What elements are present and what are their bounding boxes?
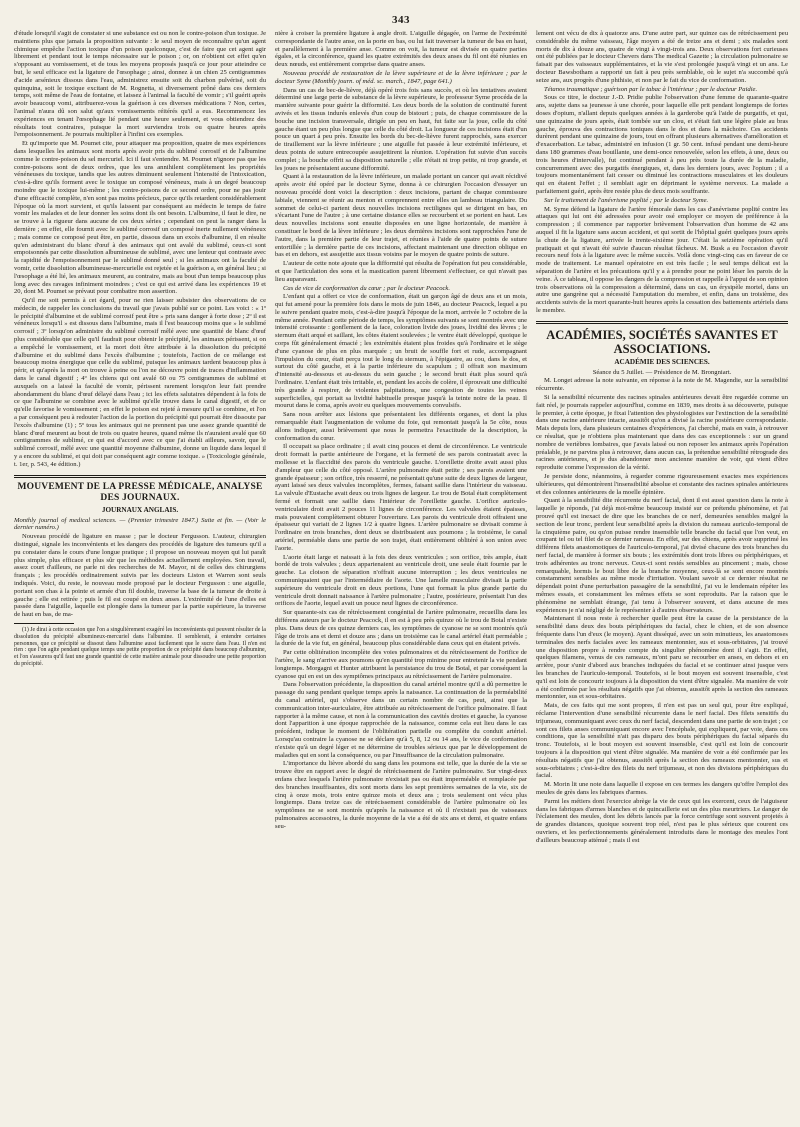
paragraph: L'auteur de cette note ajoute que la difformité qui résulta de l'opération fut peu considérable, et que l'articulation des sons et la mastication parent librement s'effectuer, ce qui n'avait pas lieu auparavant. (275, 260, 527, 283)
paragraph: Quant à la sensibilité dite récurrente du nerf facial, dont il est aussi question dans la note à laquelle je réponds, j'ai déjà moi-même beaucoup insisté sur ce prétendu phénomène, et j'ai prouvé qu'il est inexact de dire que les branches de ce nerf, demeurées sensibles malgré la section de leur tronc, perdent leur sensibilité après la division du rameau auriculo-temporal de la cinquième paire, ou qu'on puisse rendre insensible telle branche du facial que l'on veut, en coupant tel ou tel filet de ce dernier rameau. En effet, sur des chiens, après avoir supprimé les différens filets anastomotiques de l'auriculo-temporal, j'ai divisé chacune des trois branches du nerf facial, de manière à former six bouts ; les extrémités dont trois libres ou périphériques, et trois adhérentes au tronc nerveux. Ceux-ci sont restés sensibles au pincement ; mais, chose remarquable, hormis le bout libre de la branche moyenne, ceux-là se sont encore montrés constamment sensibles au même mode d'irritation. Voulant savoir si ce dernier résultat ne dépendait point d'une perturbation passagère de la sensibilité, j'ai vu le lendemain répéter les mêmes essais, et constamment les mêmes effets se sont reproduits. Par la raison que le phénomène ne semblait étrange, j'ai tenu à l'observer souvent, et dans aucune de mes expériences je n'ai négligé de le représenter à d'autres observateurs. (536, 497, 788, 614)
paragraph: Par cette oblitération incomplète des voies pulmonaires et du rétrécissement de l'orifice de l'artère, le sang n'arrive aux poumons qu'en quantité trop minime pour entretenir la vie pendant longtemps. Morgagni et Hunter attribuent la persistance du trou de Botal, et par conséquent la cyanose qui en est un des symptômes principaux au rétrécissement de l'artère pulmonaire. (275, 649, 527, 680)
section-title: ACADÉMIES, SOCIÉTÉS SAVANTES ET ASSOCIATIONS. (546, 327, 778, 356)
session-line: Séance du 5 Juillet. — Présidence de M. Brongniart. (592, 368, 732, 376)
section-divider (14, 475, 266, 478)
section-divider (536, 321, 788, 324)
paragraph: Quant à la restauration de la lèvre inférieure, un malade portant un cancer qui avait récidivé après avoir été opéré par le docteur Syme, donna à ce chirurgien l'occasion d'essayer un nouveau procédé dont voici la description : deux incisions, partant de chaque commissure labiale, viennent se réunir au menton et comprennent entre elles un lambeau triangulaire. Du sommet de celui-ci partent deux nouvelles incisions rectilignes qui se dirigent en bas, en s'écartant l'une de l'autre ; à une certaine distance elles se recourbent et se portent en haut. Les deux nouvelles incisions sont ensuite disposées en une ligne horizontale, de manière à constituer le bord de la lèvre inférieure ; les deux dernières incisions sont rapprochées l'une de l'autre, dans la première partie de leur trajet, et réunies à l'aide de quatre points de suture entortillée ; la dernière partie de ces incisions, affectant maintenant une direction oblique en bas et en dehors, est assujettie aux tissus voisins par le moyen de quatre points de suture. (275, 173, 527, 259)
paragraph: nière à croiser la première ligature à angle droit. L'aiguille dégagée, on l'arme de l'extrémité correspondante de l'autre anse, on la porte en bas, ou lui fait traverser la tumeur de bas en haut, et parallèlement à la première anse. Comme on voit, la tumeur est divisée en quatre parties égales, et la circonférence, quand les quatre extrémités des deux anses du fil ont été réunies en deux nœuds, est entièrement comprise dans quatre anses. (275, 30, 527, 69)
footnote-divider (14, 623, 74, 624)
paragraph: Parmi les métiers dont l'exercice abrège la vie de ceux qui les exercent, ceux de l'aiguiseur dans les fabriques d'armes blanches et de quincaillerie est un des plus meurtriers. Le danger de l'éclatement des meules, dont les débris lancés par la force centrifuge sont souvent projetés à de grandes distances, quoique souvent trop réel, n'est pas le plus sérieux que courent ces ouvriers, et les perfectionnements généralement introduits dans le montage des meules l'ont d'ailleurs beaucoup atténué ; mais il est (536, 797, 788, 844)
paragraph: d'étude lorsqu'il s'agit de constater si une substance est ou non le contre-poison d'un toxique. Je maintiens plus que jamais la proposition suivante : le seul moyen de reconnaître qu'un agent chimique empêche l'action toxique d'un poison quelconque, c'est de faire que cet agent agir librement et pendant tout le temps nécessaire sur le poison ; or, on n'obtient cet effet qu'en s'opposant au vomissement, et de tous les moyens proposés jusqu'à ce jour pour atteindre ce but, le seul efficace est la ligature de l'œsophage ; ainsi, donnez à un chien 25 centigrammes d'acide arsénieux dissous dans l'eau, administrez ensuite soit du charbon pulvérisé, soit du quinquina, soit le toxique excitant de M. Rognetta, si diversement prôné dans ces derniers temps, soit même de l'eau de fontaine, et laissez à l'animal la faculté de vomir ; s'il guérit après avoir beaucoup vomi, attribuerez-vous la guérison à ces diverses médications ? Non, certes, l'animal n'aura dû son salut qu'aux vomissements réitérés qu'il a eus. Recommencez les expériences en tenant l'œsophage lié pendant une heure seulement, et vous obtiendrez des résultats tout contraires, puisque la mort surviendra trois ou quatre heures après l'empoisonnement. Je pourrais multiplier à l'infini ces exemples. (14, 30, 266, 139)
paragraph: Je persiste donc, néanmoins, à regarder comme rigoureusement exactes mes expériences ultérieures, qui démontrèrent l'insensibilité absolue et constante des racines spinales antérieures et des colonnes antérieures de la moelle épinière. (536, 473, 788, 496)
paragraph: Si la sensibilité récurrente des racines spinales antérieures devait être regardée comme un fait réel, je pourrais rappeler aujourd'hui, comme en 1839, mes droits à sa découverte, puisque le premier, à cette époque, je fixai l'attention des physiologistes sur l'extinction de la sensibilité dans une racine antérieure intacte, aussitôt qu'on a divisé la racine postérieure correspondante. Mais depuis lors, dans plusieurs centaines d'expériences, j'ai cherché, mais en vain, à retrouver ce résultat, que je n'obtiens plus maintenant que dans des cas exceptionnels : sur un grand nombre de vertèbres lombaires, que j'avais laissé ou non reposer les animaux après l'opération préalable, je ne parvins plus à retrouver, dans aucun cas, la prétendue sensibilité rétrograde des racines antérieures, et je dus abandonner mon ancienne manière de voir, qui vient d'être reproduite comme l'expression de la vérité. (536, 394, 788, 472)
article-heading: Sur le traitement de l'anévrisme poplité ; par le docteur Syme. (544, 196, 709, 204)
subsection-title: ACADÉMIE DES SCIENCES. (614, 357, 710, 366)
column-1 (14, 30, 266, 1118)
paragraph: Qu'il me soit permis à cet égard, pour ne rien laisser subsister des observations de ce médecin, de rappeler les conclusions du travail que j'avais publié sur ce point. Les voici : « 1º le précipité d'albumine et de sublimé corrosif peut être » pris sans danger à forte dose ; 2º il est vénéneux lorsqu'il » est dissous dans l'albumine, mais il l'est beaucoup moins que » le sublimé corrosif ; 3º lorsqu'on administre du sublimé corrosif mêlé avec une quantité de blanc d'œuf plus considérable que celle qu'il faudrait pour obtenir le précipité, les animaux périssent, si on a empêché le vomissement, et la mort doit être attribuée à la dissolution du précipité d'albumine et du sublimé dans l'excès d'albumine ; toutefois, l'action de ce mélange est beaucoup moins énergique que celle du sublimé, puisque les animaux tardent beaucoup plus à périr, et qu'après la mort on trouve à peine ou l'on ne découvre point de traces d'inflammation dans le canal digestif ; 4º les chiens qui ont avalé 60 ou 75 centigrammes de sublimé et auxquels on a laissé la faculté de vomir, périssent rarement lorsqu'on leur fait prendre abondamment du blanc d'œuf délayé dans l'eau ; ici les effets salutaires dépendent à la fois de ce que l'albumine se combine avec le sublimé qu'elle trouve dans le canal digestif, et de ce qu'elle favorise le vomissement ; en effet le poison est rejeté à mesure qu'il se combine, et l'on a par conséquent peu à redouter l'action de la portion du précipité qui pourrait être dissoute par l'excès d'albumine (1) ; 5º tous les animaux qui ne prennent pas une assez grande quantité de blanc d'œuf meurent au bout de trois ou quatre heures, quand même ils n'auraient avalé que 60 centigrammes de sublimé, ce qui est d'accord avec ce que j'ai établi ailleurs, savoir, que le sublimé corrosif, mêlé avec une quantité moyenne d'albumine, donne un liquide dans lequel il y a encore du sublimé, et qui doit par conséquent agir comme toxique. » (Toxicologie générale, t. 1er, p. 543, 4e édition.) (14, 297, 266, 468)
paragraph: Il occupait sa place ordinaire ; il avait cinq pouces et demi de circonférence. Le ventricule droit formait la partie antérieure de l'organe, et la fermeté de ses parois contrastait avec la mollesse et la flaccidité des parois du ventricule gauche. L'oreillette droite avait aussi plus d'ampleur que celle du côté opposé. L'artère pulmonaire était petite ; ses parois avaient une grande épaisseur ; son orifice, très resserré, ne présentait qu'une suite de deux lignes de largeur, ayant laissé ses deux valvules incomplètes, fermes, faisant saillie dans l'intérieur du vaisseau. La valvule d'Eustache avait deux ou trois lignes de largeur. Le trou de Botal était complètement fermé et formait une saillie dans l'intérieur de l'oreillette gauche. L'orifice auriculo-ventriculaire droit avait 2 pouces 11 lignes de circonférence. Les valvules étaient épaisses, mais pouvaient complètement obturer l'ouverture. Les parois du ventricule droit offraient une épaisseur qui variait de 2 lignes 1/2 à quatre lignes. L'artère pulmonaire se divisait comme à l'ordinaire en trois branches, dont deux se distribuaient aux poumons ; la troisième, le canal artériel, perméable dans une partie de son trajet, était entièrement oblitéré à son union avec l'aorte. (275, 443, 527, 552)
paragraph: Maintenant il nous reste à rechercher quelle peut être la cause de la persistance de la sensibilité dans deux des bouts périphériques du facial, chez le chien, et de son absence fréquente dans l'un d'eux (le moyen). Ayant disséqué, avec un soin minutieux, les anastomoses terminales des nerfs faciales avec les rameaux mentonnier, sus et sous-orbitaires, j'ai trouvé une disposition propre à rendre compte du singulier phénomène dont il s'agit. En effet, quelques filamens, venus de ces rameaux, m'ont paru se recourber en anses, en dehors et en arrière, pour s'unir d'abord aux branches indiquées du facial et se continuer ainsi jusque vers les branches de l'auriculo-temporal. Toutefois, si le bout moyen est souvent insensible, c'est qu'il est loin de concourir toujours à la disposition du vient d'être signalée. Ma manière de voir a été confirmée par les résultats négatifs que j'ai obtenus, aussitôt après la section des rameaux mentonnier, sus et sous-orbitaires. (536, 615, 788, 701)
paragraph: Sans nous arrêter aux lésions que présentaient les différents organes, et dont la plus remarquable était l'augmentation de volume du foie, qui remontait jusqu'à la 5e côte, nous allons indiquer, aussi brièvement que nous le permettra l'exactitude de la description, la conformation du cœur. (275, 411, 527, 442)
paragraph: Sous ce titre, le docteur J.-D. Pridie publie l'observation d'une femme de quarante-quatre ans, sujette dans sa jeunesse à une chorée, pour laquelle elle prit pendant longtemps de fortes doses d'opium, n'allant depuis quelques années à la garderobe qu'à l'aide de purgatifs, et qui, une quinzaine de jours après, était tombée sur un clou, et s'était fait une légère plaie au bras gauche, éprouva des contractions toniques dans le dos et dans la mâchoire. Ces accidents durèrent pendant une quinzaine de jours, tout en offrant plusieurs alternatives d'amélioration et d'exacerbation. Le tabac, administré en infusion (1 gr. 50 cent. infusé pendant une demi-heure dans 180 grammes d'eau bouillante, une demi-once renouvelée, selon les effets, à une, deux ou trois heures d'intervalle), fut continué pendant à peu près toute la durée de la maladie, concurremment avec des purgatifs énergiques, et, dans les derniers jours, avec l'opium ; il a toujours momentanément fait cesser ou diminué les contractions musculaires et les douleurs qui en étaient l'effet ; il semblait agir en déprimant le système nerveux. La malade a parfaitement guéri, après être restée plus de deux mois souffrante. (536, 94, 788, 195)
paragraph: M. Morin lit une note dans laquelle il expose en ces termes les dangers qu'offre l'emploi des meules de grès dans les fabriques d'armes. (536, 781, 788, 796)
paragraph: Sur quarante-six cas de rétrécissement congénital de l'artère pulmonaire, recueillis dans les différens auteurs par le docteur Peacock, il en est à peu près quinze où le trou de Botal n'existe plus. Dans deux de ces quinze derniers cas, les symptômes de cyanose ne se sont montrés qu'à l'âge de trois ans et demi et douze ans ; dans un troisième cas le canal artériel était perméable ; la durée de la vie fut, en général, beaucoup plus considérable dans ceux qui en étaient privés. (275, 609, 527, 648)
paragraph: Et qu'importe que M. Poumet cite, pour attaquer ma proposition, quatre de mes expériences dans lesquelles les animaux sont morts après avoir pris du sublimé corrosif et de l'albumine comme le contre-poison du sel mercuriel. Ici il faut s'entendre. M. Poumet n'ignore pas que les contre-poisons sont de deux ordres, que les uns annihilent complètement les propriétés vénéneuses du toxique, tandis que les autres diminuent seulement l'intensité de l'intoxication, c'est-à-dire qu'ils forment avec le toxique un composé vénéneux, mais à un degré beaucoup moindre que le toxique lui-même ; les contre-poisons de ce second ordre, pour ne pas jouir d'une efficacité complète, n'en sont pas moins précieux, parce qu'ils retardent considérablement l'époque où la mort survient, et qu'ils laissent par conséquent au médecin le temps de faire vomir les malades et de leur donner les soins dont ils ont besoin. L'albumine, il faut le dire, ne se trouve à la rigueur dans aucune de ces deux séries ; cependant on peut la ranger dans la dernière ; en effet, elle fournit avec le sublimé corrosif un composé inerte nullement vénéneux ; mais comme ce composé peut être, en partie, dissous dans un excès d'albumine, il en résulte qu'en administrant du blanc d'œuf à des animaux qui ont avalé du sublimé, ceux-ci sont empoisonnés par cette dissolution albumineuse de sublimé, avec une lenteur qui contraste avec la rapidité de l'empoisonnement par le sublimé donné seul ; si les animaux ont la faculté de vomir, cette dissolution albumineuse-mercurielle est rejetée et la guérison a, en général lieu ; si l'œsophage a été lié, les animaux meurent, au contraire, mais au bout d'un temps beaucoup plus long avec des ravages infiniment moindres ; c'est ce qui est arrivé dans les expériences 19 et 20, dont M. Poumet se prévaut pour combattre mon assertion. (14, 140, 266, 296)
journal-reference: Monthly journal of medical sciences. — (Premier trimestre 1847.) Suite et fin. — (Voir le dernier numéro.) (14, 516, 266, 532)
paragraph: L'importance du lièvre abordé du sang dans les poumons est telle, que la durée de la vie se trouve être en rapport avec le degré de rétrécissement de l'artère pulmonaire. Sur vingt-deux enfans chez lesquels l'artère pulmonaire n'existait pas ou était imperméable et remplacée par des branches insuffisantes, dix sont morts dans les sept premières semaines de la vie, six de cinq à onze mois, trois entre quinze mois et deux ans ; trois seulement ont vécu plus longtemps. Dans treize cas de rétrécissement considérable de l'artère pulmonaire où les symptômes ne se sont montrés qu'après la naissance et où il n'existait pas de vaisseaux pulmonaires accessoires, la durée moyenne de la vie a été de six ans et demi, et quatre enfans seu- (275, 760, 527, 830)
paragraph: lement ont vécu de dix à quatorze ans. D'une autre part, sur quinze cas de rétrécissement peu considérable du même vaisseau, l'âge moyen a été de treize ans et demi ; six malades sont morts de dix à douze ans, quatre de vingt à vingt-trois ans. Deux observations fort curieuses ont été publiées par le docteur Chevers dans The medical Gazette ; la circulation pulmonaire se faisait par des vaisseaux supplémentaires, et la vie s'est prolongée jusqu'à vingt et un ans. Le docteur Bawsbotham a rapporté un fait à peu près semblable, où le sujet n'a succombé qu'à seize ans, aux progrès d'une phthisie, et non par le fait du vice de conformation. (536, 30, 788, 84)
paragraph: M. Longet adresse la note suivante, en réponse à la note de M. Magendie, sur la sensibilité récurrente. (536, 377, 788, 393)
paragraph: L'aorte était large et naissait à la fois des deux ventricules ; son orifice, très ample, était bordé de trois valvules ; deux appartenaient au ventricule droit, une seule était fournie par le gauche. La cloison de séparation n'offrait aucune interruption ; les deux ventricules ne communiquaient que par l'intermédiaire de l'aorte. Une lamelle musculaire divisait la partie supérieure du ventricule droit en deux portions, l'une qui formait la plus grande partie du ventricule droit donnait naissance à l'artère pulmonaire ; l'autre, postérieure, présentait l'un des orifices de l'aorte, lequel avait un pouce neuf lignes de circonférence. (275, 553, 527, 608)
column-3 (536, 30, 788, 1118)
paragraph: M. Syme défend la ligature de l'artère fémorale dans les cas d'anévrisme poplité contre les attaques qui lui ont été adressées pour avoir osé employer ce moyen de préférence à la compression ; il commence par rapporter brièvement l'observation d'un homme de 42 ans auquel il fit la ligature sans aucun accident, et qui sortit de l'hôpital guéri quelques jours après la chute de la ligature, arrivée le trente-sixième jour. C'était la seizième opération qu'il pratiquait et qui n'avait été suivie d'aucun résultat fâcheux. M. Busk a eu l'occasion d'avoir recours neuf fois à la ligature avec le même succès. Voilà donc vingt-cinq cas en faveur de ce mode de traitement. Le manuel opératoire en est très facile ; le seul temps délicat est la séparation de l'artère et les précautions qu'il y a à prendre pour ne point léser les parois de la veine. À ce tableau, il oppose les dangers de la compression et rappelle à l'appui de son opinion trois observations où la compression a déterminé, dans un cas, un érysipèle mortel, dans un autre une gangrène qui a nécessité l'amputation du membre, et enfin, dans un troisième, des accidents suivis de la mort quarante-huit heures après la cessation des battements artériels dans le membre. (536, 205, 788, 314)
page-number: 343 (392, 14, 410, 26)
footnote: (1) Je dirai à cette occasion que l'on a singulièrement exagéré les inconvénients qui peuvent résulter de la dissolution du précipité albumineux-mercuriel dans l'albumine. Il semblerait, à entendre certaines personnes, que ce précipité se dissout dans l'albumine aussi facilement que le sucre dans l'eau. Il n'en est rien : que l'on agite pendant quelque temps une petite proportion de ce précipité dans beaucoup d'albumine, et l'on s'assurera qu'il faut une grande quantité de cette matière animale pour dissoudre une petite proportion du précipité. (14, 626, 266, 667)
columns (14, 30, 788, 1118)
paragraph: L'enfant qui a offert ce vice de conformation, était un garçon âgé de deux ans et un mois, qui fut amené pour la première fois dans le mois de juin 1846, au docteur Peacock, lequel a pu le suivre pendant quatre mois, c'est-à-dire jusqu'à l'époque de la mort, arrivée le 7 octobre de la même année. Pendant cette période de temps, les symptômes suivants se sont montrés avec une intensité croissante : gonflement de la face, coloration livide des joues, lividité des lèvres ; le sternum était arqué et saillant, les côtes étaient soulevées ; le ventre était développé, quoique le corps fût généralement émacié ; les extrémités étaient plus froides qu'à l'ordinaire et le siège d'une cyanose de plus en plus marquée ; un bruit de souffle fort et rude, accompagnant l'impulsion du cœur, était perçu tout le long du sternum, à l'épigastre, au cou, dans le dos, et surtout du côté gauche, et à la partie inférieure du scapulum ; il offrait son maximum d'intensité au-dessous et au-dessus du sein gauche ; le second bruit était plus sourd qu'à l'ordinaire. L'enfant était très irritable, et, pendant les accès de colère, il éprouvait une difficulté très grande à respirer, de violentes palpitations, une congestion de toutes les veines superficielles, qui portait sa lividité habituelle presque jusqu'à la teinte noire de la peau. Il mourut dans le coma, après avoir eu quelques mouvements convulsifs. (275, 293, 527, 410)
article-heading: Tétanos traumatique ; guérison par le tabac à l'intérieur ; par le docteur Paidie. (544, 85, 758, 93)
column-2 (275, 30, 527, 1118)
article-heading: Cas de vice de conformation du cœur ; par le docteur Peacock. (283, 284, 450, 292)
paragraph: Mais, de ces faits qui me sont propres, il n'en est pas un seul qui, pour être expliqué, réclame l'intervention d'une sensibilité récurrente dans le nerf facial. Des filets sensitifs du trijumeau, communiquant avec ceux du nerf facial, descendent dans une partie de son trajet ; ce sont ces filets anses communiquant encore avec l'encéphale, qui expliquent, par voie, dans ces conditions, que la sensibilité n'ait pas disparu des bouts périphériques du facial séparés du tronc. Toutefois, si le bout moyen est souvent insensible, c'est qu'il est loin de concourir toujours à la disposition qui vient d'être signalée. Ma manière de voir a été confirmée par les résultats négatifs que j'ai obtenus, aussitôt après la section des rameaux mentonnier, sus et sous-orbitaires ; c'est-à-dire des filets du nerf trijumeau, et non des divisions périphériques du facial. (536, 702, 788, 780)
paragraph: Dans un cas de bec-de-lièvre, déjà opéré trois fois sans succès, et où les tentatives avaient déterminé une large perte de substance de la lèvre supérieure, le professeur Syme procéda de la manière suivante pour guérir la difformité. Les deux bords de la solution de continuité furent avivés et les tissus indurés enlevés d'un coup de bistouri ; puis, de chaque commissure de la bouche une incision transversale, dirigée un peu en haut, fut faite sur la joue, celle du côté gauche étant un peu plus longue que celle du côté droit. La longueur de ces incisions était d'un pouce un quart à peu près. Ensuite les bords du bec-de-lièvre furent rapprochés, sans exercer de tiraillement sur la lèvre inférieure ; une aiguille fut passée à leur extrémité inférieure, et deux points de suture entrecoupée assujettirent la réunion. L'opération fut suivie d'un succès complet ; la bouche offrit sa disposition naturelle ; elle n'était ni trop petite, ni trop grande, et les joues ne présentaient aucune difformité. (275, 86, 527, 172)
article-heading: Nouveau procédé de restauration de la lèvre supérieure et de la lèvre inférieure ; par le docteur Syme (Monthly journ. of méd. sc. march., 1847, page 641.) (275, 69, 527, 85)
paragraph: Nouveau procédé de ligature en masse ; par le docteur Fergusson. L'auteur, chirurgien distingué, signale les inconvénients et les dangers des procédés de ligature des tumeurs qu'il a pu constater dans le cours d'une longue pratique ; il propose un nouveau moyen qui lui paraît plus simple, plus efficace et plus sûr que les méthodes actuellement employées. Son travail, assez court d'ailleurs, ne parle ni des recherches de M. Mayor, ni de celles des chirurgiens français ; les procédés ordinairement suivis par les docteurs Liston et Warren sont seuls indiqués. Voici, du reste, le nouveau mode proposé par le docteur Fergusson : une aiguille, portant son chas à la pointe et armée d'un fil double, traverse la base de la tumeur de droite à gauche ; elle est retirée ; puis le fil est coupé en deux anses. L'extrémité de l'une d'elles est passée dans l'aiguille, laquelle est plongée dans la tumeur par la partie supérieure, la traverse de haut en bas, de ma- (14, 533, 266, 619)
paragraph: Dans l'observation précédente, la disposition du canal artériel montre qu'il a dû permettre le passage du sang pendant quelque temps après la naissance. La continuation de la perméabilité du canal artériel, qui s'observe dans un certain nombre de cas, peut, ainsi que la communication inter-auriculaire, être attribuée au rétrécissement de l'orifice pulmonaire. Il faut rapporter à la même cause, et non à la communication des cavités droites et gauche, la cyanose dont l'apparition à une époque rapprochée de la naissance, comme cela eut lieu dans le cas précédent, indique le moment de l'oblitération partielle ou complète du conduit artériel. Lorsqu'au contraire la cyanose ne se déclare qu'à 5, 8, 12 ou 14 ans, le vice de conformation n'existe qu'à un degré léger et ne détermine de troubles sérieux que par le développement de maladies qui en sont la conséquence, ou par l'insuffisance de la circulation pulmonaire. (275, 681, 527, 759)
subsection-title: JOURNAUX ANGLAIS. (101, 505, 179, 514)
section-title: MOUVEMENT DE LA PRESSE MÉDICALE, ANALYSE DES JOURNAUX. (17, 481, 263, 503)
